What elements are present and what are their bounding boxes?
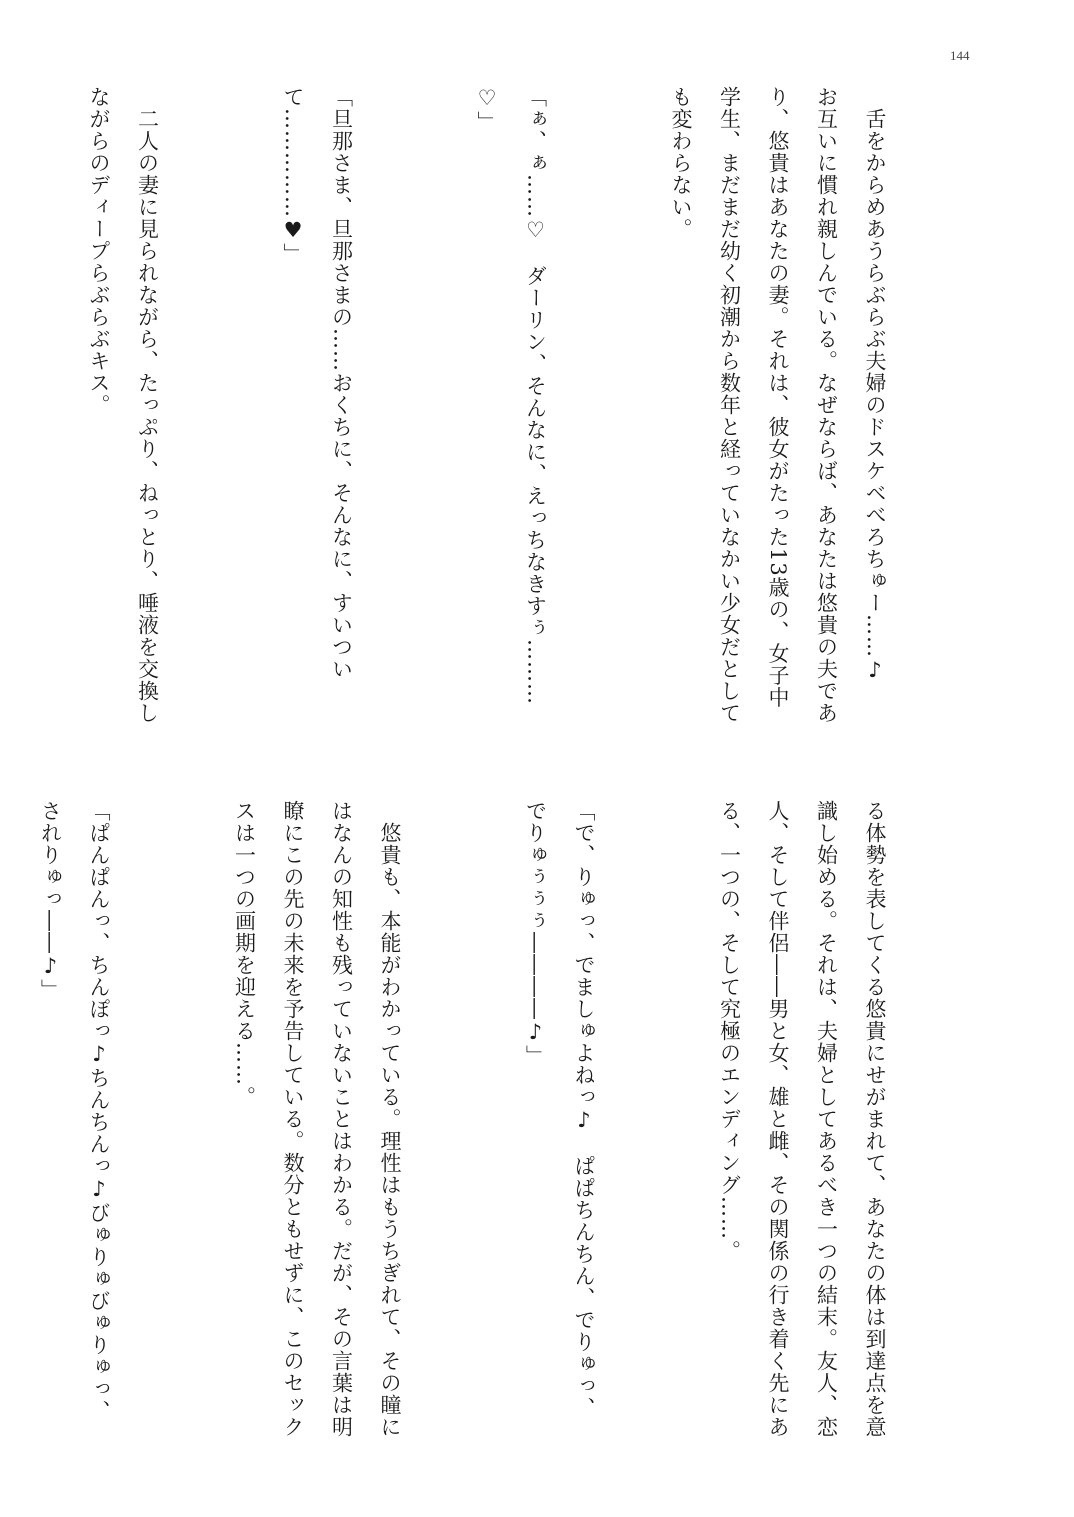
paragraph: 悠貴も、本能がわかっている。理性はもうちぎれて、その瞳にはなんの知性も残っていないことはわかる。だが、その言葉は明瞭にこの先の未来を予告している。数分ともせずに、このセックスは一つの画期を迎える……。 bbox=[232, 800, 402, 1438]
paragraph: る体勢を表してくる悠貴にせがまれて、あなたの体は到達点を意識し始める。それは、夫婦としてあるべき一つの結末。友人、恋人、そして伴侶――男と女、雄と雌、その関係の行き着く先にある、一つの、そして究極のエンディング……。 bbox=[717, 800, 887, 1438]
dialogue-line: 「ぁ、ぁ……♡ ダーリン、そんなに、えっちなきすぅ………♡」 bbox=[475, 86, 548, 705]
paragraph: 舌をからめあうらぶらぶ夫婦のドスケベべろちゅー……♪ お互いに慣れ親しんでいる。なぜならば、あなたは悠貴の夫であり、悠貴はあなたの妻。それは、彼女がたった13歳の、女子中学生、まだまだ幼く初潮から数年と経っていなかい少女だとしても変わらない。 bbox=[669, 86, 887, 724]
dialogue-line: 「旦那さま、旦那さまの……おくちに、そんなに、すいついて……………♥」 bbox=[281, 86, 354, 680]
dialogue-line: 「で、りゅっ、でましゅよねっ♪ ぱぱちんちん、でりゅっ、でりゅぅぅぅ――――♪」 bbox=[523, 800, 596, 1419]
lower-text-block bbox=[38, 800, 996, 1440]
upper-text-block bbox=[76, 86, 996, 726]
page-number: 144 bbox=[950, 48, 970, 63]
dialogue-line: 「ぱんぱんっ、ちんぽっ♪ちんちんっ♪びゅりゅびゅりゅっ、されりゅっ――♪」 bbox=[38, 800, 111, 1422]
paragraph: 二人の妻に見られながら、たっぷり、ねっとり、唾液を交換しながらのディープらぶらぶキス。 bbox=[87, 86, 160, 724]
